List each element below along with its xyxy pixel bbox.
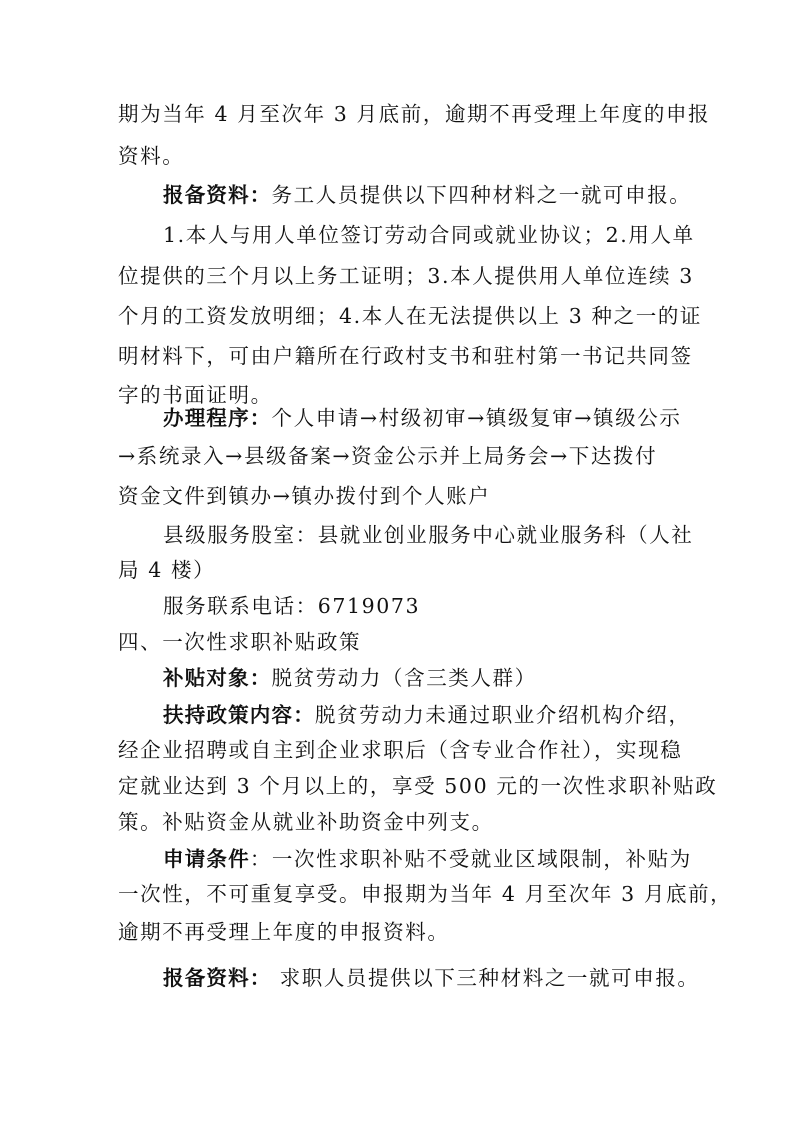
text-line-18: 经企业招聘或自主到企业求职后（含专业合作社），实现稳 — [118, 738, 683, 762]
text-line-7: 明材料下，可由户籍所在行政村支书和驻村第一书记共同签 — [118, 344, 693, 368]
text-line-9: 办理程序：个人申请→村级初审→镇级复审→镇级公示 — [163, 406, 682, 430]
text-line-16: 补贴对象：脱贫劳动力（含三类人群） — [163, 666, 537, 690]
text-line-14: 服务联系电话：6719073 — [163, 594, 421, 618]
text-line-23: 逾期不再受理上年度的申报资料。 — [118, 920, 450, 944]
text-line-12: 县级服务股室：县就业创业服务中心就业服务科（人社 — [163, 523, 694, 547]
text-line-24: 报备资料： 求职人员提供以下三种材料之一就可申报。 — [163, 966, 700, 990]
text-line-8: 字的书面证明。 — [118, 383, 273, 407]
text-line-17: 扶持政策内容：脱贫劳动力未通过职业介绍机构介绍， — [163, 703, 691, 727]
text-line-3: 报备资料：务工人员提供以下四种材料之一就可申报。 — [163, 183, 692, 207]
text-line-10: →系统录入→县级备案→资金公示并上局务会→下达拨付 — [118, 444, 658, 468]
text-line-21: 申请条件：一次性求职补贴不受就业区域限制，补贴为 — [163, 847, 692, 871]
text-line-2: 资料。 — [118, 144, 185, 168]
text-line-20: 策。补贴资金从就业补助资金中列支。 — [118, 810, 494, 834]
text-line-6: 个月的工资发放明细；4.本人在无法提供以上 3 种之一的证 — [118, 304, 703, 328]
text-line-11: 资金文件到镇办→镇办拨付到个人账户 — [118, 484, 491, 508]
text-line-13: 局 4 楼） — [118, 558, 216, 582]
text-line-19: 定就业达到 3 个月以上的，享受 500 元的一次性求职补贴政 — [118, 774, 718, 798]
text-line-5: 位提供的三个月以上务工证明；3.本人提供用人单位连续 3 — [118, 264, 694, 288]
text-line-22: 一次性，不可重复享受。申报期为当年 4 月至次年 3 月底前， — [118, 882, 733, 906]
text-line-1: 期为当年 4 月至次年 3 月底前，逾期不再受理上年度的申报 — [118, 102, 711, 126]
section-heading: 四、一次性求职补贴政策 — [118, 630, 362, 654]
text-line-4: 1.本人与用人单位签订劳动合同或就业协议；2.用人单 — [163, 223, 695, 247]
